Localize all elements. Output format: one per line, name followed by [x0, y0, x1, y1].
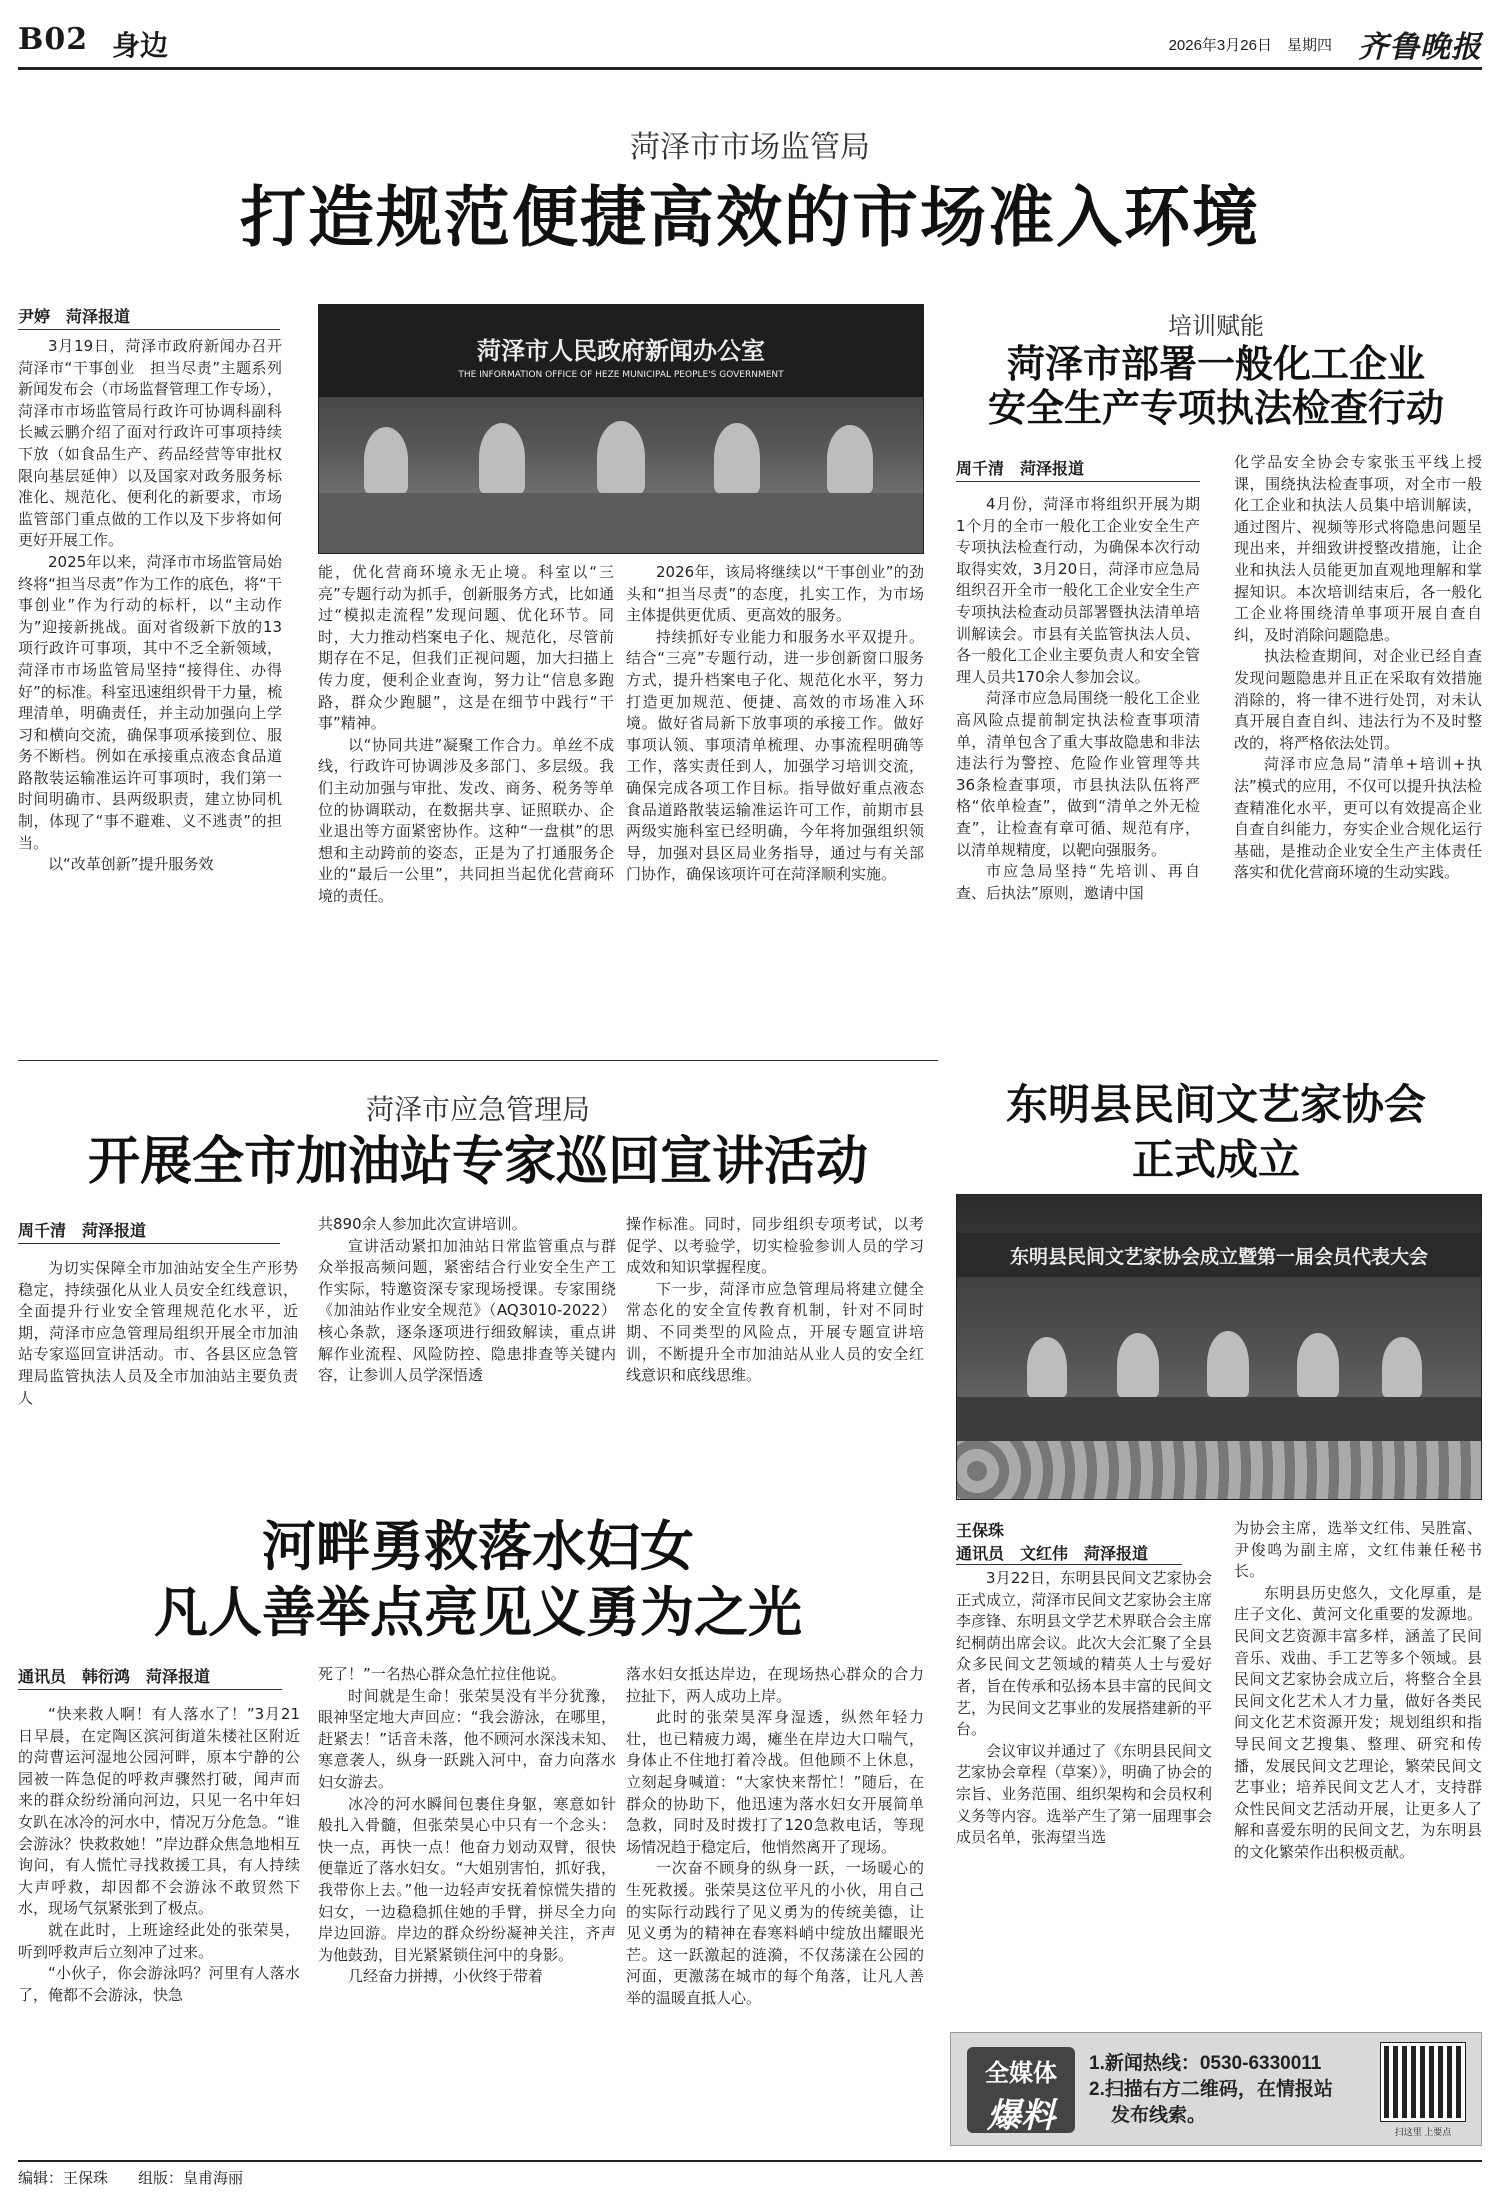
- a3-kicker: 菏泽市应急管理局: [365, 1094, 590, 1125]
- layout-credit: 组版：皇甫海丽: [138, 2170, 244, 2187]
- a2-byline: 周千清 菏泽报道: [956, 456, 1200, 482]
- a2-title: 菏泽市部署一般化工企业 安全生产专项执法检查行动: [987, 341, 1444, 430]
- qr-caption: 扫这里 上要点: [1394, 2127, 1452, 2137]
- a1-title: 打造规范便捷高效的市场准入环境: [240, 178, 1260, 256]
- a1-col1: 3月19日，菏泽市政府新闻办召开菏泽市“干事创业 担当尽责”主题系列新闻发布会（市场监督管理工作专场），菏泽市市场监管局行政许可协调科副科长臧云鹏介绍了面对行政许可事项持续下放（如食品生产、药品经营等审批权限向基层延伸）以及国家对政务服务标准化、规范化、便利化的新要求，市场监管部门重点做的工作以及下步将如何更好开展工作。 2025年以来，菏泽市市场监管局始终将“担当尽责”作为工作的底色，将“干事创业”作为行动的标杆，以“主动作为”迎接新挑战。面对省级新下放的13项行政许可事项，其中不乏全新领域，菏泽市市场监管局坚持“接得住、办得好”的标准。科室迅速组织骨干力量，梳理清单，明确责任，并主动加强向上学习和横向交流，确保事项承接到位、服务不断档。例如在承接重点液态食品道路散装运输准运许可事项时，我们第一时间明确市、县两级职责，建立协同机制，体现了“事不避难、义不逃责”的担当。 以“改革创新”提升服务效: [18, 337, 282, 874]
- editor-credit: 编辑：王保珠: [18, 2170, 109, 2187]
- a5-byline: 通讯员 韩衍鸿 菏泽报道: [18, 1664, 282, 1690]
- a2-col1: 4月份，菏泽市将组织开展为期1个月的全市一般化工企业安全生产专项执法检查行动，为确保本次行动取得实效，3月20日，菏泽市应急局组织召开全市一般化工企业安全生产专项执法检查动员部署暨执法清单培训解读会。市县有关监管执法人员、各一般化工企业主要负责人和安全管理人员共170余人参加会议。 菏泽市应急局围绕一般化工企业高风险点提前制定执法检查事项清单，清单包含了重大事故隐患和非法违法行为警控、危险作业管理等共36条检查事项，市县执法队伍将严格“依单检查”，做到“清单之外无检查”，让检查有章可循、规范有序，以清单规精度，以靶向强服务。 市应急局坚持“先培训、再自查、后执法”原则，邀请中国: [956, 495, 1200, 902]
- a3-byline: 周千清 菏泽报道: [18, 1218, 280, 1244]
- a2-col2: 化学品安全协会专家张玉平线上授课，围绕执法检查事项，对全市一般化工企业和执法人员集中培训解读，通过图片、视频等形式将隐患问题呈现出来，并细致讲授整改措施，让企业和执法人员能更加直观地理解和掌握知识。本次培训结束后，各一般化工企业将围绕清单事项开展自查自纠，及时消除问题隐患。 执法检查期间，对企业已经自查发现问题隐患并且正在采取有效措施消除的，将一律不进行处罚，对未认真开展自查自纠、违法行为不及时整改的，将严格依法处罚。 菏泽市应急局“清单+培训+执法”模式的应用，不仅可以提升执法检查精准化水平，更可以有效提高企业自查自纠能力，夯实企业合规化运行基础，是推动企业安全生产主体责任落实和优化营商环境的生动实践。: [1234, 453, 1482, 882]
- a3-title: 开展全市加油站专家巡回宣讲活动: [87, 1131, 868, 1192]
- page-header: [18, 18, 1482, 70]
- page-footer: [18, 2160, 1482, 2188]
- a1-col2: 能，优化营商环境永无止境。科室以“三亮”专题行动为抓手，创新服务方式，比如通过“模拟走流程”发现问题、优化环节。同时，大力推动档案电子化、规范化，尽管前期存在不足，但我们正视问题，加大扫描上传力度，便利企业查询，努力让“信息多跑路，群众少跑腿”，这是在细节中践行“干事”精神。 以“协同共进”凝聚工作合力。单丝不成线，行政许可协调涉及多部门、多层级。我们主动加强与审批、发改、商务、税务等单位的协调联动，在数据共享、证照联办、企业退出等方面紧密协作。这种“一盘棋”的思想和主动跨前的姿态，正是为了打通服务企业的“最后一公里”，共同担当起优化营商环境的责任。: [318, 563, 614, 905]
- a4-col2: 为协会主席，选举文红伟、吴胜富、尹俊鸣为副主席，文红伟兼任秘书长。 东明县历史悠久，文化厚重，是庄子文化、黄河文化重要的发源地。民间文艺资源丰富多样，涵盖了民间音乐、戏曲、手工艺等多个领域。县民间文艺家协会成立后，将整合全县民间文化艺术人才力量，做好各类民间文化艺术资源开发；规划组织和指导民间文艺搜集、整理、研究和传播，发展民间文艺理论，繁荣民间文艺事业；培养民间文艺人才，支持群众性民间文艺活动开展，让更多人了解和喜爱东明的民间文艺，为东明县的文化繁荣作出积极贡献。: [1234, 1519, 1482, 1861]
- a1-byline: 尹婷 菏泽报道: [18, 304, 280, 330]
- a3-col3: 操作标准。同时，同步组织专项考试，以考促学、以考验学，切实检验参训人员的学习成效和知识掌握程度。 下一步，菏泽市应急管理局将建立健全常态化的安全宣传教育机制，针对不同时期、不同类型的风险点，开展专题宣讲培训，不断提升全市加油站从业人员的安全红线意识和底线思维。: [626, 1215, 924, 1385]
- tipline-text: 1.新闻热线：0530-6330011 2.扫描右方二维码，在情报站 发布线索。: [1089, 2053, 1333, 2126]
- a5-col2: 死了！”一名热心群众急忙拉住他说。 时间就是生命！张荣昊没有半分犹豫，眼神坚定地大声回应：“我会游泳，在哪里，赶紧去！”话音未落，他不顾河水深浅未知、寒意袭人，纵身一跃跳入河中，奋力向落水妇女游去。 冰冷的河水瞬间包裹住身躯，寒意如针般扎入骨髓，但张荣昊心中只有一个念头：快一点，再快一点！他奋力划动双臂，很快便靠近了落水妇女。“大姐别害怕，抓好我，我带你上去。”他一边轻声安抚着惊慌失措的妇女，一边稳稳抓住她的手臂，拼尽全力向岸边回游。岸边的群众纷纷凝神关注，齐声为他鼓劲，目光紧紧锁住河中的身影。 几经奋力拼搏，小伙终于带着: [318, 1665, 616, 1986]
- a5-title: 河畔勇救落水妇女 凡人善举点亮见义勇为之光: [154, 1514, 802, 1644]
- a4-meeting-photo: 东明县民间文艺家协会成立暨第一届会员代表大会: [956, 1194, 1482, 1500]
- a1-kicker: 菏泽市市场监管局: [630, 131, 870, 164]
- tipline-badge: 全媒体 爆料: [967, 2047, 1075, 2133]
- qr-code-icon[interactable]: [1381, 2043, 1465, 2121]
- a4-col1: 3月22日，东明县民间文艺家协会正式成立，菏泽市民间文艺家协会主席李彦锋、东明县文学艺术界联合会主席纪桐荫出席会议。此次大会汇聚了全县众多民间文艺领域的精英人士与爱好者，旨在传承和弘扬本县丰富的民间文艺，为民间文艺事业的发展搭建新的平台。 会议审议并通过了《东明县民间文艺家协会章程（草案）》，明确了协会的宗旨、业务范围、组织架构和会员权利义务等内容。选举产生了第一届理事会成员名单，张海望当选: [956, 1569, 1212, 1847]
- a4-title: 东明县民间文艺家协会 正式成立: [1005, 1080, 1426, 1184]
- section-divider: [18, 1060, 938, 1061]
- a3-col1: 为切实保障全市加油站安全生产形势稳定，持续强化从业人员安全红线意识，全面提升行业安全管理规范化水平，近期，菏泽市应急管理局组织开展全市加油站专家巡回宣讲活动。市、各县区应急管理局监管执法人员及全市加油站主要负责人: [18, 1259, 298, 1407]
- a1-press-photo: 菏泽市人民政府新闻办公室 THE INFORMATION OFFICE OF HEZE MUNICIPAL PEOPLE'S GOVERNMENT: [318, 304, 924, 554]
- newspaper-logo: 齐鲁晚报: [1358, 30, 1482, 65]
- a4-byline: 王保珠 通讯员 文红伟 菏泽报道: [956, 1518, 1182, 1565]
- page-number: B02: [18, 22, 89, 57]
- tipline-ad: [950, 2032, 1482, 2146]
- a3-col2: 共890余人参加此次宣讲培训。 宣讲活动紧扣加油站日常监管重点与群众举报高频问题，紧密结合行业安全生产工作实际，特邀资深专家现场授课。专家围绕《加油站作业安全规范》（AQ3010-2022）核心条款，逐条逐项进行细致解读，重点讲解作业流程、风险防控、隐患排查等关键内容，让参训人员学深悟透: [318, 1215, 616, 1385]
- a5-col1: “快来救人啊！有人落水了！”3月21日早晨，在定陶区滨河街道朱楼社区附近的菏曹运河湿地公园河畔，原本宁静的公园被一阵急促的呼救声骤然打破，闻声而来的群众纷纷涌向河边，只见一名中年妇女趴在冰冷的河水中，情况万分危急。“谁会游泳？快救救她！”岸边群众焦急地相互询问，有人慌忙寻找救援工具，有人持续大声呼救，却因都不会游泳不敢贸然下水，现场气氛紧张到了极点。 就在此时，上班途经此处的张荣昊，听到呼救声后立刻冲了过来。 “小伙子，你会游泳吗？河里有人落水了，俺都不会游泳，快急: [18, 1705, 300, 2004]
- issue-date: 2026年3月26日 星期四: [1168, 37, 1332, 54]
- a1-col3: 2026年，该局将继续以“干事创业”的劲头和“担当尽责”的态度，扎实工作，为市场主体提供更优质、更高效的服务。 持续抓好专业能力和服务水平双提升。结合“三亮”专题行动，进一步创新窗口服务方式，提升档案电子化、规范化水平，努力打造更加规范、便捷、高效的市场准入环境。做好省局新下放事项的承接工作。做好事项认领、事项清单梳理、办事流程明确等工作，落实责任到人，加强学习培训交流，确保完成各项工作目标。指导做好重点液态食品道路散装运输准运许可工作，前期市县两级实施科室已经明确，今年将加强组织领导，加强对县区局业务指导，通过与有关部门协作，确保该项许可在菏泽顺利实施。: [626, 563, 924, 884]
- section-name: 身边: [112, 29, 169, 62]
- a5-col3: 落水妇女抵达岸边，在现场热心群众的合力拉扯下，两人成功上岸。 此时的张荣昊浑身湿透，纵然年轻力壮，也已精疲力竭，瘫坐在岸边大口喘气，身体止不住地打着冷战。但他顾不上休息，立刻起身喊道：“大家快来帮忙！”随后，在群众的协助下，他迅速为落水妇女开展简单急救，同时及时拨打了120急救电话，等现场情况趋于稳定后，他悄然离开了现场。 一次奋不顾身的纵身一跃，一场暖心的生死救援。张荣昊这位平凡的小伙，用自己的实际行动践行了见义勇为的传统美德，让见义勇为的精神在春寒料峭中绽放出耀眼光芒。这一跃激起的涟漪，不仅荡漾在公园的河面，更激荡在城市的每个角落，让凡人善举的温暖直抵人心。: [626, 1665, 924, 2007]
- a2-kicker: 培训赋能: [1168, 313, 1264, 340]
